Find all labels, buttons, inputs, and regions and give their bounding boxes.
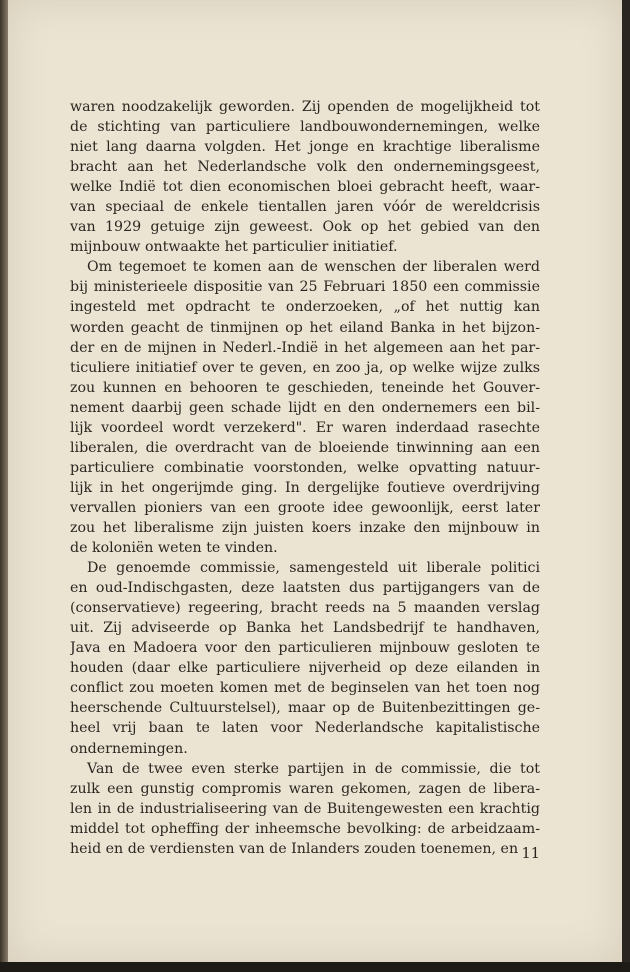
- text-line: zou het liberalisme zijn juisten koers inzake den mijnbouw in: [70, 519, 540, 536]
- text-line: conflict zou moeten komen met de beginselen van het toen nog: [70, 680, 540, 697]
- text-line: uit. Zij adviseerde op Banka het Landsbedrijf te handhaven,: [70, 620, 540, 637]
- text-line: Java en Madoera voor den particulieren mijnbouw gesloten te: [70, 640, 540, 657]
- text-line: middel tot opheffing der inheemsche bevolking: de arbeidzaam-: [70, 820, 540, 837]
- text-line: Om tegemoet te komen aan de wenschen der liberalen werd: [87, 259, 540, 276]
- page-bottom-edge: [0, 962, 630, 972]
- text-line: (conservatieve) regeering, bracht reeds na 5 maanden verslag: [70, 600, 540, 617]
- text-line: welke Indië tot dien economischen bloei gebracht heeft, waar-: [70, 179, 540, 196]
- text-line: heid en de verdiensten van de Inlanders zouden toenemen, en: [70, 840, 519, 857]
- text-line: waren noodzakelijk geworden. Zij openden de mogelijkheid tot: [70, 99, 540, 115]
- text-line: heel vrij baan te laten voor Nederlandsche kapitalistische: [70, 720, 540, 737]
- text-line: de koloniën weten te vinden.: [70, 540, 278, 557]
- text-line: ondernemingen.: [70, 740, 188, 757]
- text-line: niet lang daarna volgden. Het jonge en krachtige liberalisme: [70, 139, 540, 156]
- text-line: mijnbouw ontwaakte het particulier initiatief.: [70, 239, 398, 256]
- paragraph: [70, 97, 540, 257]
- text-line: van 1929 getuige zijn geweest. Ook op het gebied van den: [70, 219, 540, 236]
- text-line: len in de industrialiseering van de Buitengewesten een krachtig: [70, 800, 540, 817]
- text-line: en oud-Indischgasten, deze laatsten dus partijgangers van de: [70, 580, 540, 597]
- text-line: van speciaal de enkele tientallen jaren vóór de wereldcrisis: [70, 199, 540, 216]
- text-line: Van de twee even sterke partijen in de commissie, die tot: [87, 760, 540, 777]
- paragraph: [70, 257, 540, 558]
- text-line: liberalen, die overdracht van de bloeiende tinwinning aan een: [70, 439, 540, 456]
- text-line: worden geacht de tinmijnen op het eiland Banka in het bijzon-: [70, 319, 540, 336]
- text-line: der en de mijnen in Nederl.-Indië in het algemeen aan het par-: [70, 339, 540, 356]
- page-number: 11: [521, 846, 540, 862]
- text-line: ingesteld met opdracht te onderzoeken, „of het nuttig kan: [70, 299, 540, 316]
- text-line: zou kunnen en behooren te geschieden, teneinde het Gouver-: [70, 379, 540, 396]
- body-text: [70, 97, 540, 859]
- text-line: bij ministerieele dispositie van 25 Februari 1850 een commissie: [70, 279, 540, 296]
- text-line: nement daarbij geen schade lijdt en den ondernemers een bil-: [70, 399, 540, 416]
- text-line: vervallen pioniers van een groote idee gewoonlijk, eerst later: [70, 499, 540, 516]
- text-line: particuliere combinatie voorstonden, welke opvatting natuur-: [70, 459, 540, 476]
- text-line: lijk in het ongerijmde ging. In dergelijke foutieve overdrijving: [70, 479, 540, 496]
- book-spine-edge: [0, 0, 8, 972]
- text-line: zulk een gunstig compromis waren gekomen, zagen de libera-: [70, 780, 540, 797]
- text-line: heerschende Cultuurstelsel), maar op de Buitenbezittingen ge-: [70, 700, 540, 717]
- text-line: De genoemde commissie, samengesteld uit liberale politici: [87, 560, 540, 577]
- text-line: ticuliere initiatief over te geven, en zoo ja, op welke wijze zulks: [70, 359, 540, 376]
- paragraph: [70, 558, 540, 758]
- text-line: de stichting van particuliere landbouwondernemingen, welke: [70, 119, 540, 136]
- text-line: bracht aan het Nederlandsche volk den ondernemingsgeest,: [70, 159, 540, 176]
- paragraph: [70, 759, 540, 859]
- text-line: lijk voordeel wordt verzekerd". Er waren inderdaad rasechte: [70, 419, 540, 436]
- text-line: houden (daar elke particuliere nijverheid op deze eilanden in: [70, 660, 540, 677]
